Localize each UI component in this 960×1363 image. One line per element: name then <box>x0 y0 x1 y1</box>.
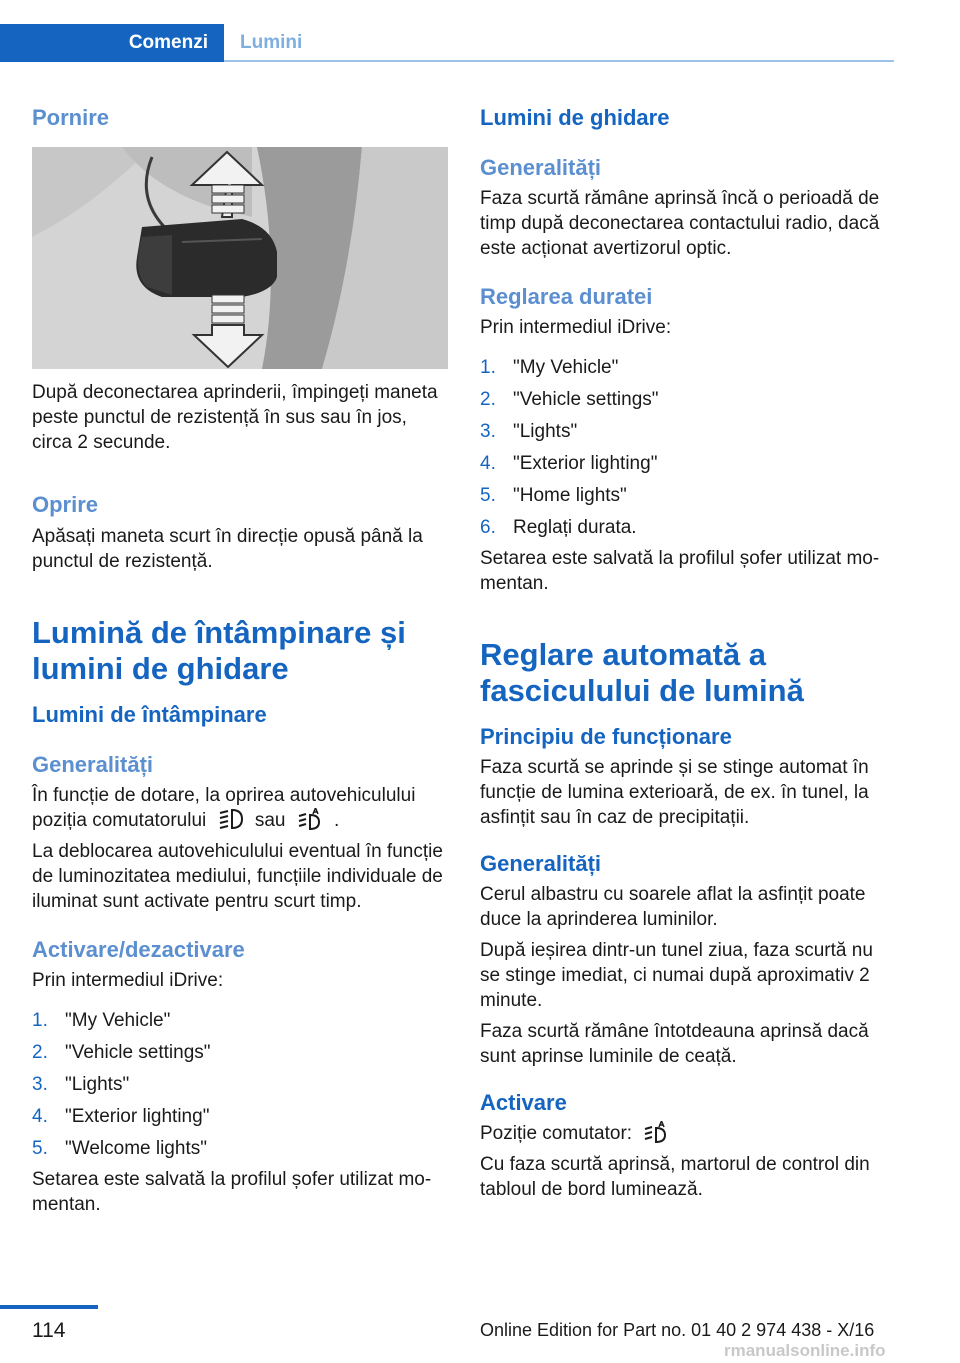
section-title-intampinare: Lumină de întâmpinare și lumini de ghidare <box>32 615 406 686</box>
list-item: 2. "Vehicle settings" <box>480 389 659 410</box>
list-item: 4. "Exterior lighting" <box>480 453 658 474</box>
saved-text-left: Setarea este salvată la profilul șofer utilizat momentan. <box>32 1169 432 1215</box>
generalitati-heading-right: Generalități <box>480 155 602 180</box>
list-item: 2. "Vehicle settings" <box>32 1042 211 1063</box>
list-item: 1. "My Vehicle" <box>32 1010 171 1031</box>
auto-light-icon <box>643 1121 669 1143</box>
steps-list-left <box>32 1005 448 1165</box>
idrive-label-left: Prin intermediul iDrive: <box>32 970 224 991</box>
edition-text: Online Edition for Part no. 01 40 2 974 438 - X/16 <box>480 1320 875 1340</box>
ghidare-heading: Lumini de ghidare <box>480 105 670 130</box>
list-item: 3. "Lights" <box>480 421 578 442</box>
list-item: 5. "Home lights" <box>480 485 627 506</box>
list-item: 5. "Welcome lights" <box>32 1138 207 1159</box>
header-bar <box>0 24 894 62</box>
list-item: 3. "Lights" <box>32 1074 130 1095</box>
list-item: 4. "Exterior lighting" <box>32 1106 210 1127</box>
section-title-reglare: Reglare automată a fasciculului de lumină <box>480 637 804 708</box>
pornire-text: După deconectarea aprinderii, împingeți maneta peste punctul de rezistență în sus sau în jos, circa 2 secunde. <box>32 382 438 453</box>
intampinare-heading: Lumini de întâmpinare <box>32 702 267 727</box>
activare-text: Cu faza scurtă aprinsă, martorul de control din tabloul de bord luminează. <box>480 1154 870 1200</box>
lever-photo <box>32 147 448 369</box>
steps-list-right <box>480 352 896 544</box>
principiu-heading: Principiu de funcționare <box>480 724 732 749</box>
reglarea-duratei-heading: Reglarea duratei <box>480 284 653 309</box>
header-rule <box>224 60 894 62</box>
generalitati-text-right: Faza scurtă rămâne aprinsă încă o perioadă de timp după deconectarea contactului radio, dacă este acționat avertizorul optic. <box>480 188 880 259</box>
pozitie-label: Poziție comutator: <box>480 1123 633 1144</box>
generalitati-text-left <box>32 783 448 833</box>
page-number: 114 <box>32 1319 66 1342</box>
low-beam-icon <box>218 808 244 830</box>
generalitati2-p3: Faza scurtă rămâne întotdeauna aprinsă dacă sunt aprinse luminile de ceață. <box>480 1021 869 1067</box>
oprire-text: Apăsați maneta scurt în direcție opusă până la punctul de rezistență. <box>32 526 423 572</box>
activare-dezactivare-heading: Activare/dezactivare <box>32 937 245 962</box>
generalitati-heading-left: Generalități <box>32 752 154 777</box>
list-item: 1. "My Vehicle" <box>480 357 619 378</box>
saved-text-right: Setarea este salvată la profilul șofer utilizat momentan. <box>480 548 880 594</box>
tab-lumini[interactable]: Lumini <box>240 32 303 53</box>
generalitati-text2-left: La deblocarea autovehiculului eventual în funcție de luminozitatea mediului, funcțiile individuale de iluminat sunt activate pentru scurt timp. <box>32 841 443 912</box>
left-column <box>32 100 448 1217</box>
list-item: 6. Reglați durata. <box>480 517 637 538</box>
tab-comenzi[interactable]: Comenzi <box>0 24 224 62</box>
generalitati-text-end: . <box>334 810 340 831</box>
lever-illustration <box>32 147 448 369</box>
activare-heading: Activare <box>480 1090 567 1115</box>
pozitie-comutator-line <box>480 1121 896 1146</box>
auto-light-icon <box>297 808 323 830</box>
oprire-heading: Oprire <box>32 492 99 517</box>
generalitati2-p1: Cerul albastru cu soarele aflat la asfințit poate duce la aprinderea luminilor. <box>480 884 866 930</box>
right-column <box>480 100 896 1202</box>
generalitati-text-sau: sau <box>254 810 286 831</box>
generalitati2-heading: Generalități <box>480 851 602 876</box>
footer-rule <box>0 1305 98 1309</box>
principiu-text: Faza scurtă se aprinde și se stinge automat în funcție de lumina exterioară, de ex. în tunel, la asfințit sau în caz de precipitații. <box>480 757 869 828</box>
idrive-label-right: Prin intermediul iDrive: <box>480 317 672 338</box>
generalitati2-p2: După ieșirea dintr-un tunel ziua, faza scurtă nu se stinge imediat, ci numai după aproximativ 2 minute. <box>480 940 873 1011</box>
generalitati-text-a: În funcție de dotare, la oprirea autovehiculului poziția comutatorului <box>32 785 416 831</box>
pornire-heading: Pornire <box>32 105 110 130</box>
watermark: rmanualsonline.info <box>724 1341 886 1360</box>
